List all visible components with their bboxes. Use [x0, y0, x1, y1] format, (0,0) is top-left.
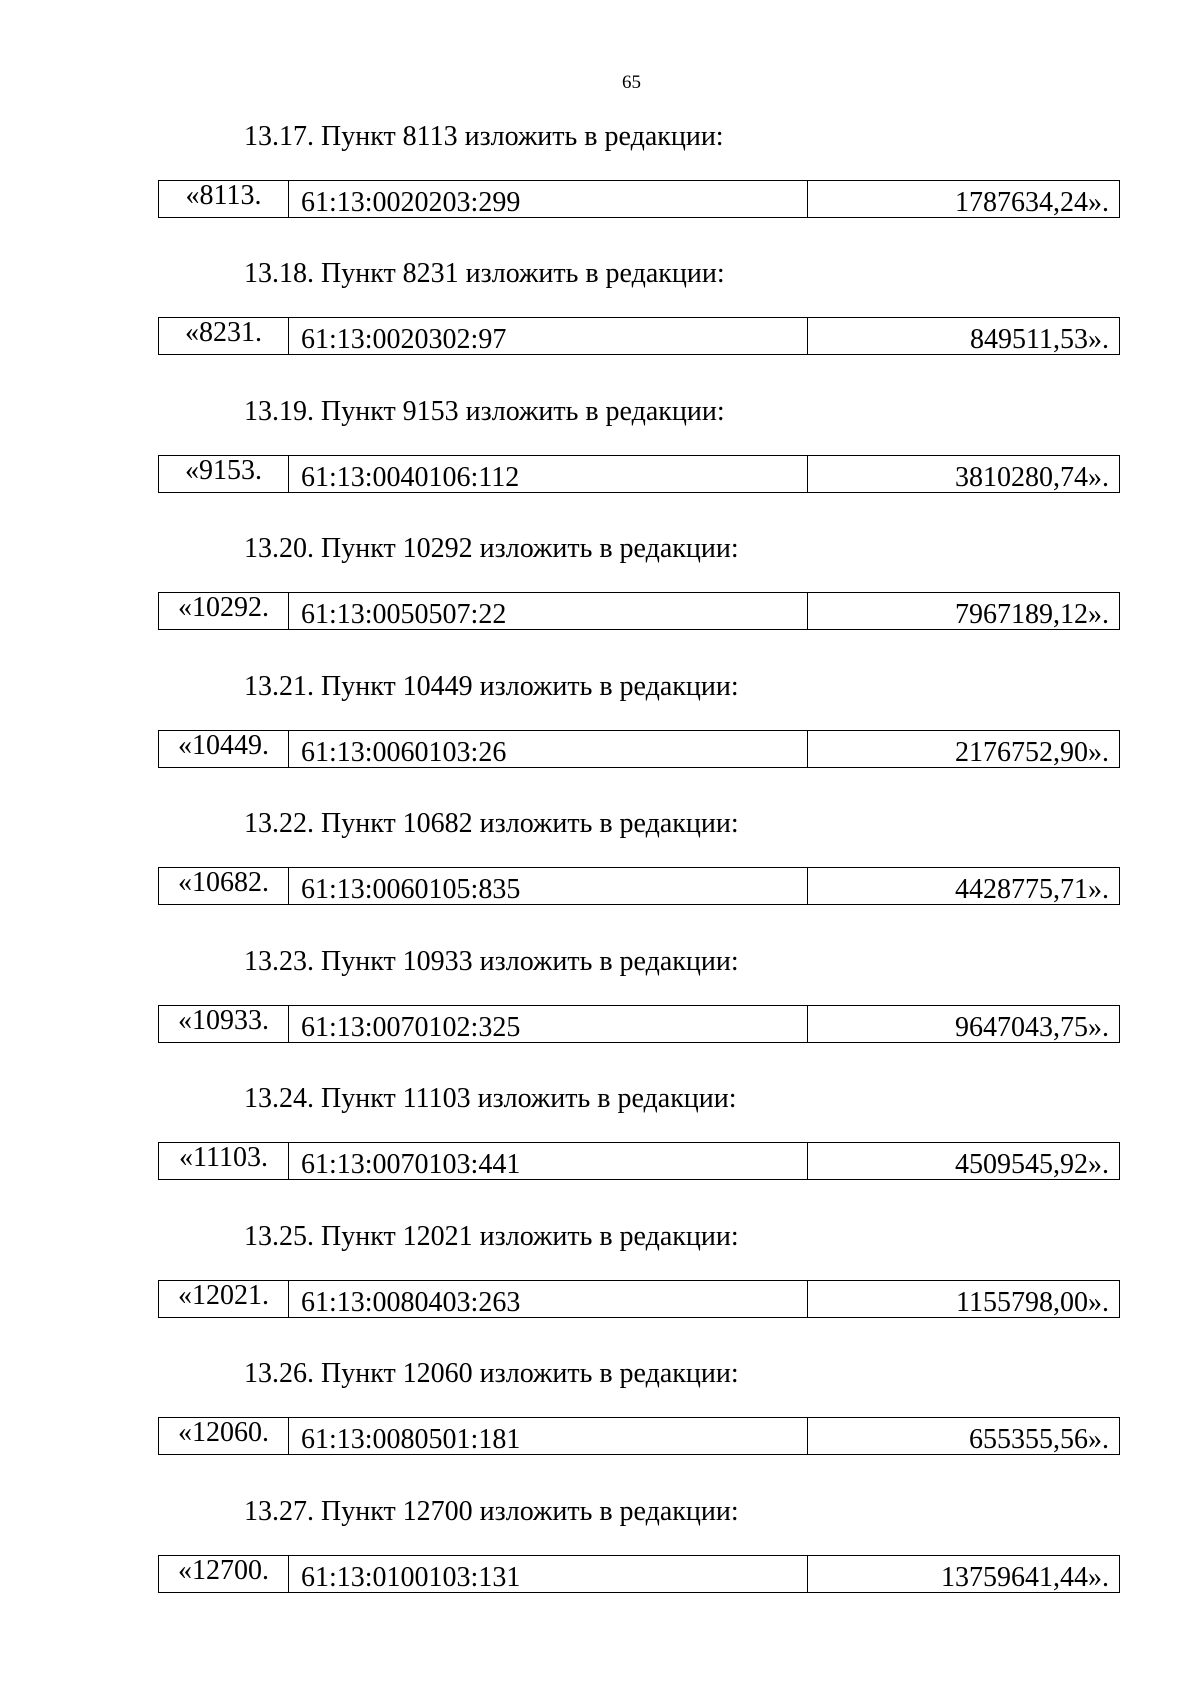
item-number-cell: «9153.	[159, 456, 289, 492]
table-row	[158, 455, 1120, 493]
amendment-section	[158, 396, 1118, 536]
cadastral-number-cell: 61:13:0100103:131	[289, 1556, 808, 1592]
cadastral-number-cell: 61:13:0040106:112	[289, 456, 808, 492]
section-heading: 13.18. Пункт 8231 изложить в редакции:	[244, 258, 725, 289]
table-row	[158, 1280, 1120, 1318]
table-row	[158, 1555, 1120, 1593]
amendment-section	[158, 1221, 1118, 1361]
value-cell: 1787634,24».	[955, 187, 1109, 218]
value-cell: 9647043,75».	[955, 1012, 1109, 1043]
value-cell: 849511,53».	[970, 324, 1109, 355]
value-cell: 3810280,74».	[955, 462, 1109, 493]
value-cell: 1155798,00».	[956, 1287, 1109, 1318]
value-cell: 13759641,44».	[941, 1562, 1109, 1593]
section-heading: 13.22. Пункт 10682 изложить в редакции:	[244, 808, 739, 839]
cadastral-number-cell: 61:13:0050507:22	[289, 593, 808, 629]
value-cell: 2176752,90».	[955, 737, 1109, 768]
cadastral-number-cell: 61:13:0080403:263	[289, 1281, 808, 1317]
item-number-cell: «12021.	[159, 1281, 289, 1317]
amendment-section	[158, 533, 1118, 673]
cadastral-number-cell: 61:13:0060103:26	[289, 731, 808, 767]
section-heading: 13.23. Пункт 10933 изложить в редакции:	[244, 946, 739, 977]
page-number: 65	[622, 72, 641, 93]
table-row	[158, 592, 1120, 630]
table-row	[158, 1142, 1120, 1180]
section-heading: 13.26. Пункт 12060 изложить в редакции:	[244, 1358, 739, 1389]
amendment-section	[158, 1083, 1118, 1223]
cadastral-number-cell: 61:13:0020302:97	[289, 318, 808, 354]
section-heading: 13.21. Пункт 10449 изложить в редакции:	[244, 671, 739, 702]
table-row	[158, 867, 1120, 905]
item-number-cell: «8113.	[159, 181, 289, 217]
amendment-section	[158, 946, 1118, 1086]
amendment-section	[158, 121, 1118, 261]
amendment-section	[158, 258, 1118, 398]
amendment-section	[158, 1496, 1118, 1636]
section-heading: 13.19. Пункт 9153 изложить в редакции:	[244, 396, 725, 427]
item-number-cell: «10449.	[159, 731, 289, 767]
item-number-cell: «10292.	[159, 593, 289, 629]
section-heading: 13.27. Пункт 12700 изложить в редакции:	[244, 1496, 739, 1527]
table-row	[158, 317, 1120, 355]
amendment-section	[158, 1358, 1118, 1498]
cadastral-number-cell: 61:13:0080501:181	[289, 1418, 808, 1454]
table-row	[158, 730, 1120, 768]
value-cell: 4509545,92».	[955, 1149, 1109, 1180]
section-heading: 13.17. Пункт 8113 изложить в редакции:	[244, 121, 724, 152]
cadastral-number-cell: 61:13:0070102:325	[289, 1006, 808, 1042]
cadastral-number-cell: 61:13:0070103:441	[289, 1143, 808, 1179]
item-number-cell: «11103.	[159, 1143, 289, 1179]
item-number-cell: «8231.	[159, 318, 289, 354]
item-number-cell: «10682.	[159, 868, 289, 904]
table-row	[158, 1417, 1120, 1455]
section-heading: 13.24. Пункт 11103 изложить в редакции:	[244, 1083, 737, 1114]
cadastral-number-cell: 61:13:0060105:835	[289, 868, 808, 904]
item-number-cell: «12060.	[159, 1418, 289, 1454]
value-cell: 7967189,12».	[955, 599, 1109, 630]
table-row	[158, 1005, 1120, 1043]
amendment-section	[158, 808, 1118, 948]
amendment-section	[158, 671, 1118, 811]
item-number-cell: «10933.	[159, 1006, 289, 1042]
section-heading: 13.25. Пункт 12021 изложить в редакции:	[244, 1221, 739, 1252]
value-cell: 655355,56».	[969, 1424, 1109, 1455]
table-row	[158, 180, 1120, 218]
value-cell: 4428775,71».	[955, 874, 1109, 905]
section-heading: 13.20. Пункт 10292 изложить в редакции:	[244, 533, 739, 564]
cadastral-number-cell: 61:13:0020203:299	[289, 181, 808, 217]
item-number-cell: «12700.	[159, 1556, 289, 1592]
